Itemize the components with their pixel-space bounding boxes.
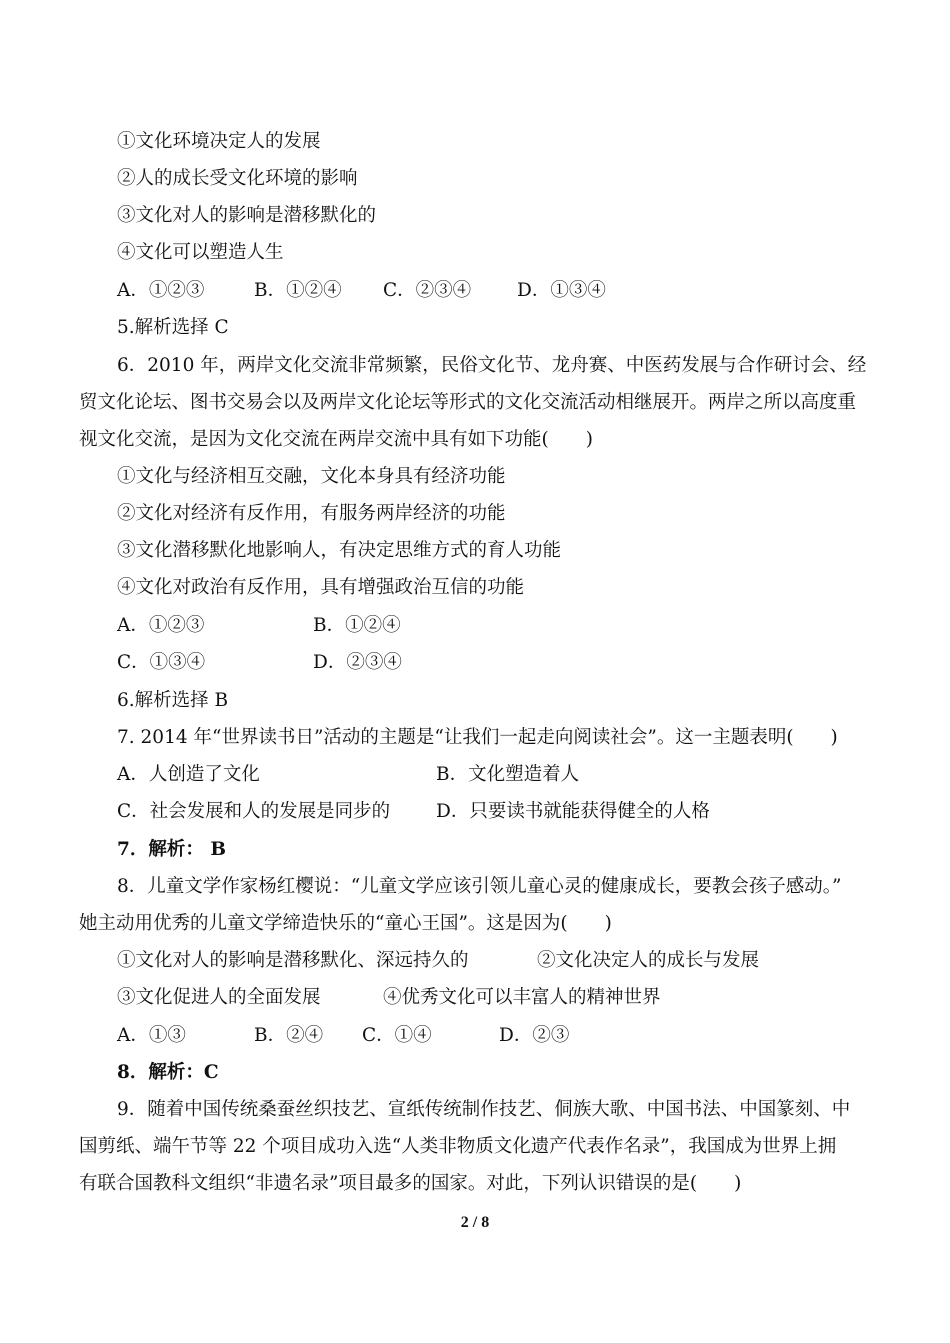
q8-option-a: A．①③: [117, 1025, 186, 1046]
q5-item-3: ③文化对人的影响是潜移默化的: [117, 205, 377, 226]
q6-stem-line-1: 6．2010 年，两岸文化交流非常频繁，民俗文化节、龙舟赛、中医药发展与合作研讨会、经: [117, 355, 867, 376]
q8-answer: 8．解析：C: [117, 1062, 219, 1083]
q5-option-b: B．①②④: [254, 280, 342, 301]
q8-stem-line-1: 8．儿童文学作家杨红樱说：“儿童文学应该引领儿童心灵的健康成长，要教会孩子感动。”: [117, 876, 842, 897]
q7-answer: 7．解析： B: [117, 839, 226, 860]
q7-option-a: A．人创造了文化: [117, 764, 260, 785]
q5-answer: 5.解析选择 C: [117, 317, 229, 338]
q7-option-b: B．文化塑造着人: [436, 764, 580, 785]
q7-option-d: D．只要读书就能获得健全的人格: [436, 801, 710, 822]
q8-option-c: C．①④: [362, 1025, 432, 1046]
q6-stem-line-2: 贸文化论坛、图书交易会以及两岸文化论坛等形式的文化交流活动相继展开。两岸之所以高度重: [79, 392, 857, 413]
q8-item-3: ③文化促进人的全面发展: [117, 987, 321, 1008]
q6-answer: 6.解析选择 B: [117, 690, 229, 711]
q9-stem-line-2: 国剪纸、端午节等 22 个项目成功入选“人类非物质文化遗产代表作名录”，我国成为世界上拥: [79, 1136, 837, 1157]
q7-option-c: C．社会发展和人的发展是同步的: [117, 801, 391, 822]
q8-option-b: B．②④: [254, 1025, 324, 1046]
q8-stem-line-2: 她主动用优秀的儿童文学缔造快乐的“童心王国”。这是因为( ): [79, 913, 612, 934]
q9-stem-line-3: 有联合国教科文组织“非遗名录”项目最多的国家。对此，下列认识错误的是( ): [79, 1173, 742, 1194]
q6-item-2: ②文化对经济有反作用，有服务两岸经济的功能: [117, 503, 506, 524]
q8-option-d: D．②③: [499, 1025, 570, 1046]
q5-item-4: ④文化可以塑造人生: [117, 242, 284, 263]
q5-item-2: ②人的成长受文化环境的影响: [117, 168, 358, 189]
q6-item-3: ③文化潜移默化地影响人，有决定思维方式的育人功能: [117, 540, 562, 561]
q5-option-c: C．②③④: [383, 280, 472, 301]
q6-option-d: D．②③④: [313, 652, 402, 673]
q5-option-d: D．①③④: [517, 280, 606, 301]
q6-option-b: B．①②④: [313, 615, 401, 636]
q6-item-4: ④文化对政治有反作用，具有增强政治互信的功能: [117, 577, 525, 598]
q5-option-a: A．①②③: [117, 280, 205, 301]
q6-stem-line-3: 视文化交流，是因为文化交流在两岸交流中具有如下功能( ): [79, 429, 593, 450]
q6-option-c: C．①③④: [117, 652, 206, 673]
q8-item-2: ②文化决定人的成长与发展: [537, 950, 760, 971]
q8-item-1: ①文化对人的影响是潜移默化、深远持久的: [117, 950, 469, 971]
q7-stem: 7. 2014 年“世界读书日”活动的主题是“让我们一起走向阅读社会”。这一主题表明( ): [117, 727, 838, 748]
q5-item-1: ①文化环境决定人的发展: [117, 131, 321, 152]
q6-option-a: A．①②③: [117, 615, 205, 636]
q9-stem-line-1: 9．随着中国传统桑蚕丝织技艺、宣纸传统制作技艺、侗族大歌、中国书法、中国篆刻、中: [117, 1099, 851, 1120]
page-number: 2 / 8: [460, 1214, 490, 1231]
q8-item-4: ④优秀文化可以丰富人的精神世界: [383, 987, 661, 1008]
q6-item-1: ①文化与经济相互交融，文化本身具有经济功能: [117, 466, 506, 487]
